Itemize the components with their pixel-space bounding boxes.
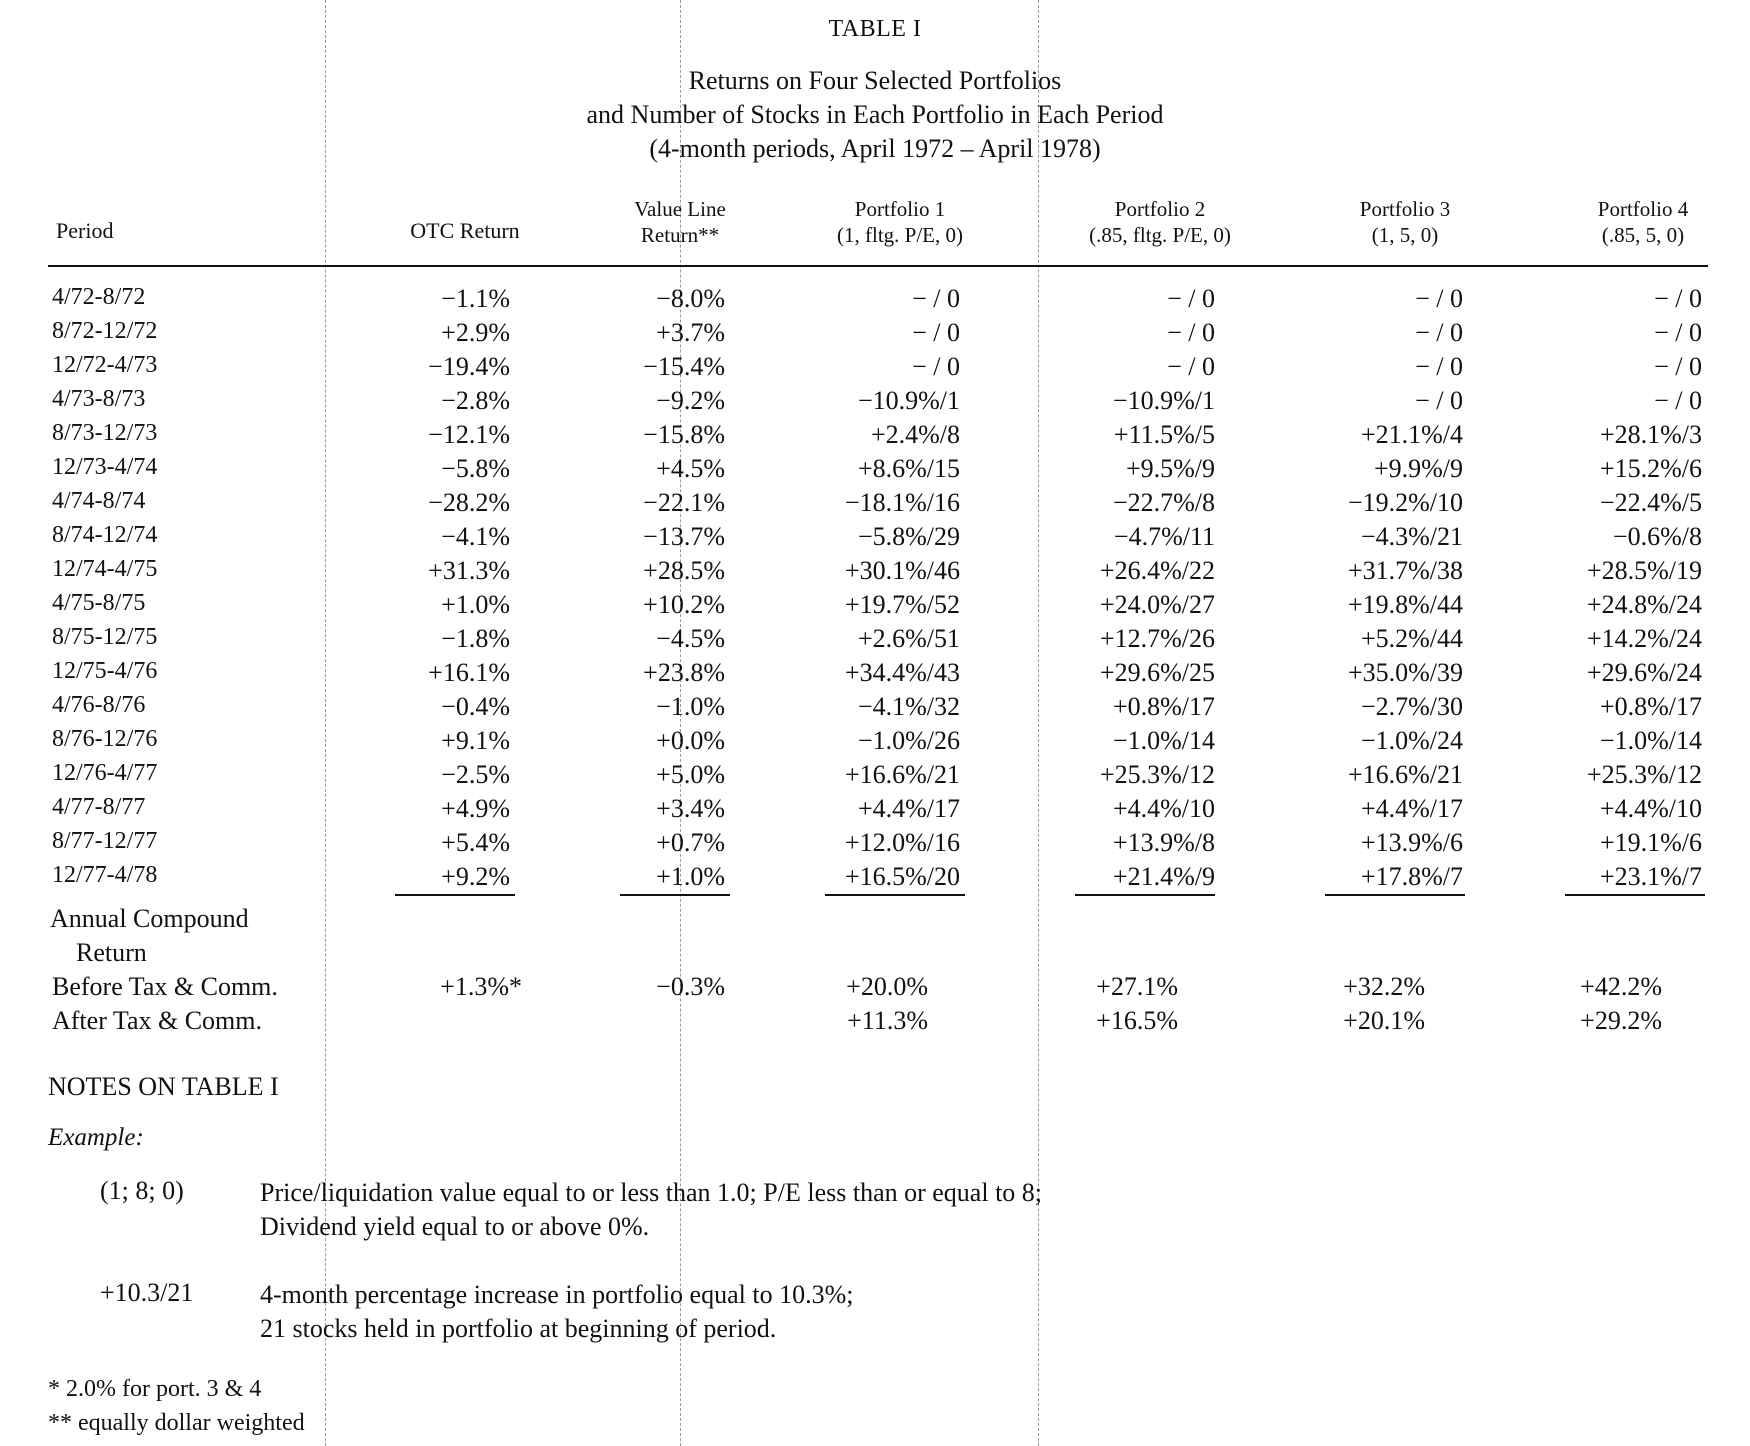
portfolio-4-cell: +28.1%/3	[1599, 420, 1702, 449]
after-tax-label: After Tax & Comm.	[52, 1006, 263, 1035]
portfolio-3-cell: −2.7%/30	[1360, 692, 1463, 721]
portfolio-3-cell: +31.7%/38	[1347, 556, 1463, 585]
portfolio-4-cell: −22.4%/5	[1599, 488, 1702, 517]
portfolio-3-cell: +21.1%/4	[1360, 420, 1463, 449]
value-line-cell: +0.0%	[656, 726, 725, 755]
period-cell: 4/73-8/73	[52, 386, 146, 412]
portfolio-3-cell: +17.8%/7	[1360, 862, 1463, 891]
otc-cell: −28.2%	[428, 488, 510, 517]
portfolio-4-cell: −1.0%/14	[1599, 726, 1702, 755]
table-row	[0, 420, 1750, 454]
period-cell: 4/76-8/76	[52, 692, 146, 718]
portfolio-1-cell: − / 0	[912, 318, 960, 347]
header-portfolio-4-name: Portfolio 4	[1597, 197, 1689, 221]
period-cell: 4/77-8/77	[52, 794, 146, 820]
value-line-cell: −13.7%	[643, 522, 725, 551]
portfolio-3-cell: +4.4%/17	[1360, 794, 1463, 823]
otc-cell: +16.1%	[428, 658, 510, 687]
otc-cell: −19.4%	[428, 352, 510, 381]
header-portfolio-2	[1050, 196, 1270, 248]
portfolio-3-cell: +35.0%/39	[1347, 658, 1463, 687]
portfolio-3-cell: +5.2%/44	[1360, 624, 1463, 653]
otc-cell: −12.1%	[428, 420, 510, 449]
otc-cell: +4.9%	[441, 794, 510, 823]
portfolio-2-cell: +4.4%/10	[1112, 794, 1215, 823]
note-line: Price/liquidation value equal to or less than 1.0; P/E less than or equal to 8;	[260, 1178, 1043, 1207]
portfolio-4-annual-before: +42.2%	[1580, 972, 1662, 1001]
notes-title: NOTES ON TABLE I	[48, 1072, 279, 1101]
subtitle-line: Returns on Four Selected Portfolios	[688, 66, 1062, 95]
portfolio-2-cell: − / 0	[1167, 352, 1215, 381]
portfolio-2-cell: −1.0%/14	[1112, 726, 1215, 755]
table-row	[0, 658, 1750, 692]
note-code: (1; 8; 0)	[100, 1176, 184, 1205]
header-portfolio-2-name: Portfolio 2	[1114, 197, 1206, 221]
table-row	[0, 794, 1750, 828]
note-code: +10.3/21	[100, 1278, 194, 1307]
table-row	[0, 624, 1750, 658]
total-underline	[620, 894, 730, 896]
otc-cell: +2.9%	[441, 318, 510, 347]
portfolio-1-cell: −18.1%/16	[844, 488, 960, 517]
portfolio-3-cell: +13.9%/6	[1360, 828, 1463, 857]
value-line-cell: −8.0%	[656, 284, 725, 313]
table-row	[0, 352, 1750, 386]
portfolio-2-cell: +11.5%/5	[1113, 420, 1215, 449]
value-line-cell: −4.5%	[656, 624, 725, 653]
portfolio-2-cell: −22.7%/8	[1112, 488, 1215, 517]
total-underline	[825, 894, 965, 896]
period-cell: 12/76-4/77	[52, 760, 158, 786]
portfolio-2-cell: +24.0%/27	[1099, 590, 1215, 619]
portfolio-1-cell: − / 0	[912, 352, 960, 381]
footnote: ** equally dollar weighted	[48, 1410, 305, 1436]
table-title: TABLE I	[828, 16, 922, 42]
portfolio-3-cell: +19.8%/44	[1347, 590, 1463, 619]
portfolio-4-cell: − / 0	[1654, 386, 1702, 415]
period-cell: 4/72-8/72	[52, 284, 146, 310]
example-label: Example:	[48, 1124, 144, 1151]
period-cell: 4/75-8/75	[52, 590, 146, 616]
header-portfolio-3-params: (1, 5, 0)	[1371, 223, 1439, 247]
header-portfolio-1-params: (1, fltg. P/E, 0)	[837, 223, 963, 247]
value-line-cell: +4.5%	[656, 454, 725, 483]
otc-cell: +9.2%	[441, 862, 510, 891]
total-underline	[1565, 894, 1705, 896]
portfolio-1-cell: −10.9%/1	[857, 386, 960, 415]
note-line: 21 stocks held in portfolio at beginning of period.	[260, 1314, 777, 1343]
table-row	[0, 828, 1750, 862]
otc-cell: −2.8%	[441, 386, 510, 415]
before-tax-label: Before Tax & Comm.	[52, 972, 278, 1001]
table-row	[0, 726, 1750, 760]
portfolio-4-cell: +23.1%/7	[1599, 862, 1702, 891]
portfolio-3-cell: +9.9%/9	[1373, 454, 1463, 483]
portfolio-4-cell: +14.2%/24	[1586, 624, 1702, 653]
portfolio-2-cell: +0.8%/17	[1112, 692, 1215, 721]
portfolio-1-cell: +12.0%/16	[844, 828, 960, 857]
portfolio-1-cell: − / 0	[912, 284, 960, 313]
header-period: Period	[56, 218, 114, 243]
portfolio-2-cell: +29.6%/25	[1099, 658, 1215, 687]
portfolio-1-cell: −5.8%/29	[857, 522, 960, 551]
otc-cell: +9.1%	[441, 726, 510, 755]
period-cell: 12/72-4/73	[52, 352, 158, 378]
portfolio-1-cell: −4.1%/32	[857, 692, 960, 721]
header-portfolio-1	[800, 196, 1000, 248]
portfolio-2-annual-after: +16.5%	[1096, 1006, 1178, 1035]
portfolio-3-cell: − / 0	[1415, 284, 1463, 313]
portfolio-2-cell: +21.4%/9	[1112, 862, 1215, 891]
table-row	[0, 556, 1750, 590]
value-line-cell: +3.4%	[656, 794, 725, 823]
total-underline	[1325, 894, 1465, 896]
value-line-cell: −15.8%	[643, 420, 725, 449]
portfolio-2-cell: +9.5%/9	[1125, 454, 1215, 483]
table-row	[0, 454, 1750, 488]
header-portfolio-3	[1320, 196, 1490, 248]
period-cell: 12/77-4/78	[52, 862, 158, 888]
portfolio-4-cell: − / 0	[1654, 352, 1702, 381]
table-row	[0, 522, 1750, 556]
portfolio-4-cell: +29.6%/24	[1586, 658, 1702, 687]
portfolio-4-cell: +24.8%/24	[1586, 590, 1702, 619]
portfolio-4-cell: +15.2%/6	[1599, 454, 1702, 483]
table-row	[0, 862, 1750, 896]
portfolio-2-cell: +12.7%/26	[1099, 624, 1215, 653]
portfolio-2-cell: +13.9%/8	[1112, 828, 1215, 857]
portfolio-3-cell: −4.3%/21	[1360, 522, 1463, 551]
otc-cell: −1.8%	[441, 624, 510, 653]
otc-cell: −4.1%	[441, 522, 510, 551]
portfolio-1-cell: +8.6%/15	[857, 454, 960, 483]
value-line-cell: −1.0%	[656, 692, 725, 721]
period-cell: 12/74-4/75	[52, 556, 158, 582]
header-value-line-sub: Return**	[640, 223, 720, 247]
value-line-annual-before: −0.3%	[656, 972, 725, 1001]
portfolio-1-annual-before: +20.0%	[846, 972, 928, 1001]
period-cell: 12/73-4/74	[52, 454, 158, 480]
portfolio-3-cell: +16.6%/21	[1347, 760, 1463, 789]
table-row	[0, 318, 1750, 352]
summary-label: Return	[76, 938, 147, 967]
portfolio-3-annual-before: +32.2%	[1343, 972, 1425, 1001]
period-cell: 8/73-12/73	[52, 420, 158, 446]
otc-cell: +1.0%	[441, 590, 510, 619]
header-portfolio-3-name: Portfolio 3	[1359, 197, 1451, 221]
portfolio-4-cell: −0.6%/8	[1612, 522, 1702, 551]
table-row	[0, 284, 1750, 318]
period-cell: 8/72-12/72	[52, 318, 158, 344]
table-row	[0, 692, 1750, 726]
portfolio-4-cell: +25.3%/12	[1586, 760, 1702, 789]
value-line-cell: +10.2%	[643, 590, 725, 619]
portfolio-2-cell: +25.3%/12	[1099, 760, 1215, 789]
note-text	[260, 1176, 1042, 1244]
value-line-cell: −22.1%	[643, 488, 725, 517]
otc-cell: +31.3%	[428, 556, 510, 585]
subtitle-line: (4-month periods, April 1972 – April 1978)	[649, 134, 1101, 163]
portfolio-1-cell: +16.6%/21	[844, 760, 960, 789]
portfolio-2-annual-before: +27.1%	[1096, 972, 1178, 1001]
portfolio-3-cell: − / 0	[1415, 352, 1463, 381]
summary-row-after	[0, 1006, 1750, 1040]
total-underline	[1075, 894, 1215, 896]
table-row	[0, 386, 1750, 420]
value-line-cell: +23.8%	[643, 658, 725, 687]
total-underline	[395, 894, 515, 896]
portfolio-4-cell: − / 0	[1654, 284, 1702, 313]
portfolio-3-cell: −1.0%/24	[1360, 726, 1463, 755]
portfolio-2-cell: − / 0	[1167, 284, 1215, 313]
note-line: 4-month percentage increase in portfolio equal to 10.3%;	[260, 1280, 854, 1309]
header-portfolio-4	[1558, 196, 1728, 248]
portfolio-1-cell: +4.4%/17	[857, 794, 960, 823]
period-cell: 8/75-12/75	[52, 624, 158, 650]
otc-cell: +5.4%	[441, 828, 510, 857]
portfolio-1-annual-after: +11.3%	[847, 1006, 928, 1035]
portfolio-3-cell: − / 0	[1415, 386, 1463, 415]
value-line-cell: −9.2%	[656, 386, 725, 415]
portfolio-2-cell: +26.4%/22	[1099, 556, 1215, 585]
portfolio-4-cell: − / 0	[1654, 318, 1702, 347]
period-cell: 8/76-12/76	[52, 726, 158, 752]
portfolio-2-cell: −10.9%/1	[1112, 386, 1215, 415]
portfolio-1-cell: +19.7%/52	[844, 590, 960, 619]
period-cell: 4/74-8/74	[52, 488, 146, 514]
header-rule	[48, 265, 1708, 267]
note-text	[260, 1278, 853, 1346]
table-row	[0, 590, 1750, 624]
portfolio-1-cell: −1.0%/26	[857, 726, 960, 755]
value-line-cell: +3.7%	[656, 318, 725, 347]
value-line-cell: +28.5%	[643, 556, 725, 585]
header-value-line	[610, 196, 750, 248]
subtitle-line: and Number of Stocks in Each Portfolio in Each Period	[586, 100, 1164, 129]
summary-label: Annual Compound	[50, 904, 249, 933]
portfolio-3-cell: − / 0	[1415, 318, 1463, 347]
otc-annual-before: +1.3%*	[440, 972, 522, 1001]
header-portfolio-2-params: (.85, fltg. P/E, 0)	[1089, 223, 1231, 247]
portfolio-1-cell: +30.1%/46	[844, 556, 960, 585]
portfolio-1-cell: +16.5%/20	[844, 862, 960, 891]
portfolio-4-cell: +4.4%/10	[1599, 794, 1702, 823]
value-line-cell: +0.7%	[656, 828, 725, 857]
period-cell: 12/75-4/76	[52, 658, 158, 684]
note-line: Dividend yield equal to or above 0%.	[260, 1212, 650, 1241]
otc-cell: −0.4%	[441, 692, 510, 721]
portfolio-3-annual-after: +20.1%	[1343, 1006, 1425, 1035]
otc-cell: −2.5%	[441, 760, 510, 789]
period-cell: 8/74-12/74	[52, 522, 158, 548]
otc-cell: −5.8%	[441, 454, 510, 483]
otc-cell: −1.1%	[441, 284, 510, 313]
header-otc-return: OTC Return	[410, 218, 520, 243]
portfolio-4-cell: +0.8%/17	[1599, 692, 1702, 721]
value-line-cell: −15.4%	[643, 352, 725, 381]
header-value-line-name: Value Line	[634, 197, 726, 221]
period-cell: 8/77-12/77	[52, 828, 158, 854]
value-line-cell: +1.0%	[656, 862, 725, 891]
header-portfolio-1-name: Portfolio 1	[854, 197, 946, 221]
table-row	[0, 760, 1750, 794]
portfolio-1-cell: +2.4%/8	[870, 420, 960, 449]
portfolio-4-cell: +19.1%/6	[1599, 828, 1702, 857]
portfolio-2-cell: − / 0	[1167, 318, 1215, 347]
portfolio-2-cell: −4.7%/11	[1113, 522, 1215, 551]
portfolio-1-cell: +2.6%/51	[857, 624, 960, 653]
portfolio-3-cell: −19.2%/10	[1347, 488, 1463, 517]
portfolio-1-cell: +34.4%/43	[844, 658, 960, 687]
summary-row-before	[0, 972, 1750, 1006]
value-line-cell: +5.0%	[656, 760, 725, 789]
table-row	[0, 488, 1750, 522]
portfolio-4-annual-after: +29.2%	[1580, 1006, 1662, 1035]
header-portfolio-4-params: (.85, 5, 0)	[1601, 223, 1685, 247]
portfolio-4-cell: +28.5%/19	[1586, 556, 1702, 585]
footnote: * 2.0% for port. 3 & 4	[48, 1376, 262, 1402]
